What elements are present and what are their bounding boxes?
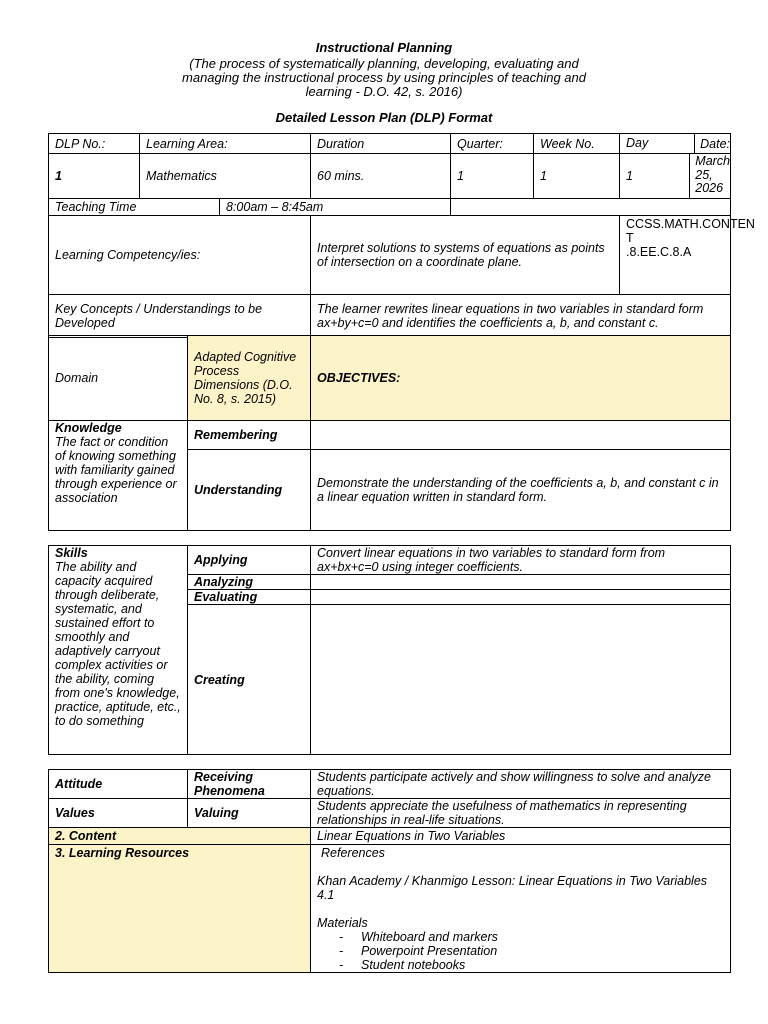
resources-label: 3. Learning Resources xyxy=(49,845,311,973)
remembering-objective xyxy=(311,421,731,450)
day-label: Day xyxy=(620,134,695,153)
analyzing-objective xyxy=(311,575,731,590)
competency-code: CCSS.MATH.CONTEN T .8.EE.C.8.A xyxy=(620,216,731,295)
understanding-objective: Demonstrate the understanding of the coefficients a, b, and constant c in a linear equation written in standard form. xyxy=(311,450,731,531)
list-item: - Powerpoint Presentation xyxy=(361,944,724,958)
learning-area-label: Learning Area: xyxy=(140,134,311,154)
remembering-label: Remembering xyxy=(188,421,311,450)
understanding-label: Understanding xyxy=(188,450,311,531)
attitude-label: Attitude xyxy=(49,770,188,799)
knowledge-title: Knowledge xyxy=(55,421,122,435)
knowledge-domain xyxy=(49,421,188,531)
attitude-objective: Students participate actively and show willingness to solve and analyze equations. xyxy=(311,770,731,799)
values-dimension: Valuing xyxy=(188,799,311,828)
applying-label: Applying xyxy=(188,546,311,575)
subtitle-line-2: managing the instructional process by using principles of teaching and xyxy=(182,70,586,85)
objectives-table xyxy=(48,335,731,531)
knowledge-desc: The fact or condition of knowing something with familiarity gained through experience or association xyxy=(55,435,177,505)
dlp-no-label: DLP No.: xyxy=(49,134,140,154)
creating-objective xyxy=(311,605,731,755)
list-item: - Whiteboard and markers xyxy=(361,930,724,944)
duration-label: Duration xyxy=(311,134,451,154)
week-no-label: Week No. xyxy=(534,134,620,154)
date-label: Date: xyxy=(700,136,731,151)
objectives-label: OBJECTIVES: xyxy=(311,336,731,421)
reference-text: Khan Academy / Khanmigo Lesson: Linear Equations in Two Variables 4.1 xyxy=(317,874,708,902)
skills-desc: The ability and capacity acquired through deliberate, systematic, and sustained effort to smoothly and adaptively carryout complex activities or the ability, coming from one's knowledge, practice, aptitude, etc., to do something xyxy=(55,560,181,728)
materials-list xyxy=(317,930,724,972)
competency-label: Learning Competency/ies: xyxy=(49,216,311,295)
evaluating-label: Evaluating xyxy=(188,590,311,605)
attitude-values-table xyxy=(48,769,731,973)
learning-area-value: Mathematics xyxy=(140,154,311,199)
teaching-time-blank xyxy=(451,199,731,216)
subtitle-line-3: learning - D.O. 42, s. 2016) xyxy=(305,84,463,99)
content-value: Linear Equations in Two Variables xyxy=(311,828,731,845)
duration-value: 60 mins. xyxy=(311,154,451,199)
date-value: March 25, 2026 xyxy=(695,154,731,195)
content-label: 2. Content xyxy=(49,828,311,845)
day-date-label-cell xyxy=(620,134,731,154)
domain-label: Domain xyxy=(49,336,188,421)
day-date-value-cell xyxy=(620,154,731,199)
analyzing-label: Analyzing xyxy=(188,575,311,590)
key-concepts-text: The learner rewrites linear equations in two variables in standard form ax+by+c=0 and identifies the coefficients a, b, and constant c. xyxy=(311,295,731,338)
dlp-no-value: 1 xyxy=(49,154,140,199)
applying-objective: Convert linear equations in two variables to standard form from ax+bx+c=0 using integer coefficients. xyxy=(311,546,731,575)
materials-label: Materials xyxy=(317,916,368,930)
week-no-value: 1 xyxy=(534,154,620,199)
subtitle-line-1: (The process of systematically planning, developing, evaluating and xyxy=(189,56,579,71)
format-title: Detailed Lesson Plan (DLP) Format xyxy=(275,110,493,125)
skills-table xyxy=(48,545,731,755)
dlp-info-table xyxy=(48,133,755,338)
quarter-value: 1 xyxy=(451,154,534,199)
teaching-time-value: 8:00am – 8:45am xyxy=(220,199,451,216)
dimension-label: Adapted Cognitive Process Dimensions (D.O. No. 8, s. 2015) xyxy=(188,336,311,421)
quarter-label: Quarter: xyxy=(451,134,534,154)
competency-text: Interpret solutions to systems of equations as points of intersection on a coordinate plane. xyxy=(311,216,620,295)
teaching-time-label: Teaching Time xyxy=(49,199,220,216)
key-concepts-label: Key Concepts / Understandings to be Developed xyxy=(49,295,311,338)
list-item: - Student notebooks xyxy=(361,958,724,972)
evaluating-objective xyxy=(311,590,731,605)
values-label: Values xyxy=(49,799,188,828)
resources-cell xyxy=(311,845,731,973)
day-value: 1 xyxy=(620,154,690,198)
page-title: Instructional Planning xyxy=(315,40,453,55)
attitude-dimension: Receiving Phenomena xyxy=(188,770,311,799)
creating-label: Creating xyxy=(188,605,311,755)
skills-domain xyxy=(49,546,188,755)
values-objective: Students appreciate the usefulness of mathematics in representing relationships in real-life situations. xyxy=(311,799,731,828)
references-label: References xyxy=(321,846,385,860)
skills-title: Skills xyxy=(55,546,88,560)
